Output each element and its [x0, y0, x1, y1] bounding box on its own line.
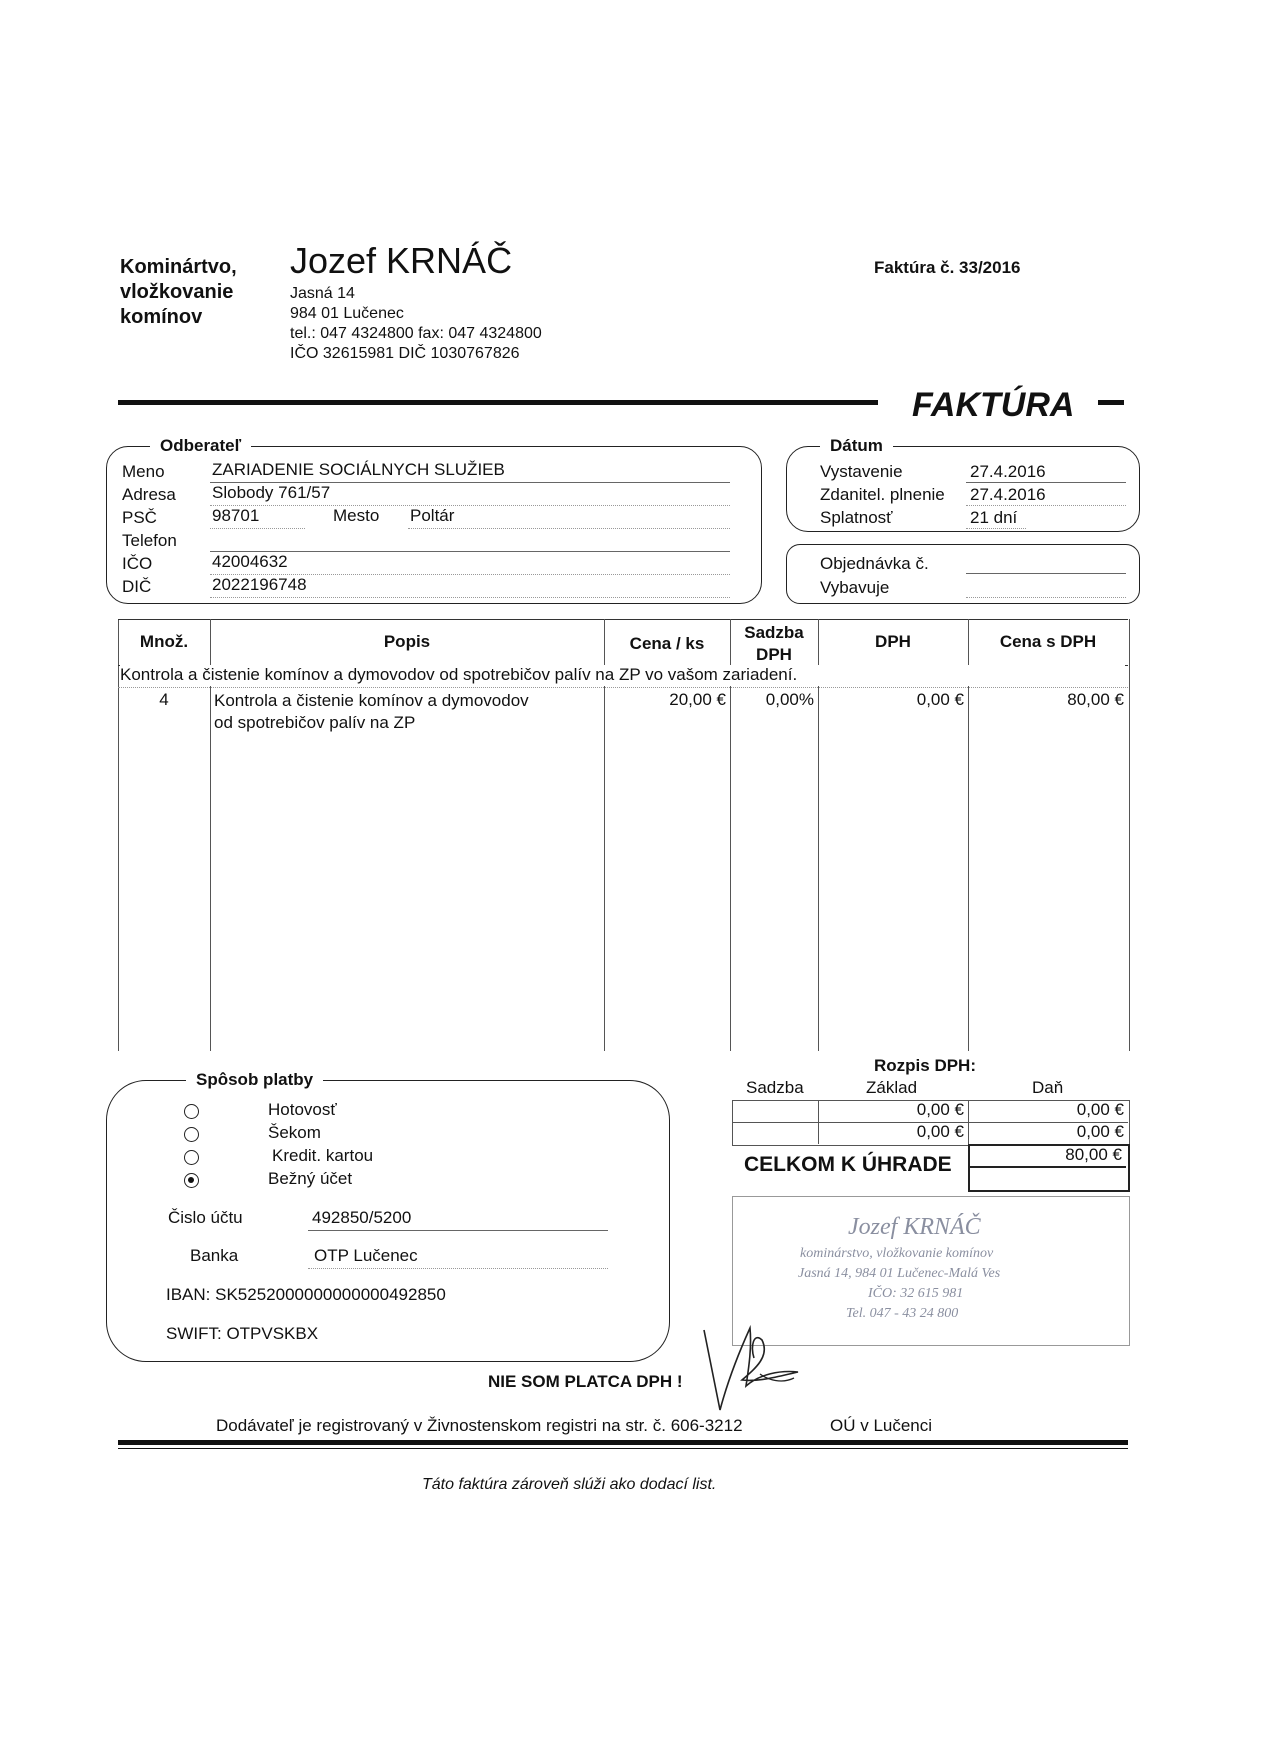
stamp-line-5: Tel. 047 - 43 24 800 [846, 1306, 959, 1321]
signature-icon [690, 1310, 830, 1420]
total-box-divider [968, 1166, 1126, 1168]
account-label: Čislo účtu [168, 1208, 243, 1227]
issue-date: 27.4.2016 [970, 462, 1046, 481]
item-vat-rate: 0,00% [765, 690, 814, 709]
customer-dic: 2022196748 [212, 575, 307, 594]
customer-legend: Odberateľ [150, 436, 251, 456]
due-term: 21 dní [970, 508, 1018, 527]
item-desc-line1: Kontrola a čistenie komínov a dymovodov [214, 691, 529, 710]
trade-line-1: Kominártvo, [120, 256, 237, 278]
header-popis: Popis [383, 632, 431, 651]
underline [966, 528, 1026, 529]
meno-label: Meno [122, 462, 165, 481]
tax-date: 27.4.2016 [970, 485, 1046, 504]
title-rule [118, 400, 878, 405]
total-value: 80,00 € [1065, 1145, 1122, 1164]
radio-hotovost[interactable] [184, 1104, 199, 1119]
section-line [120, 665, 1125, 686]
item-vat: 0,00 € [916, 690, 964, 709]
zdanitel-label: Zdanitel. plnenie [820, 485, 945, 504]
vat-col-zaklad: Základ [866, 1078, 918, 1097]
supplier-street: Jasná 14 [290, 285, 355, 302]
vat-row1-tax: 0,00 € [1076, 1100, 1124, 1119]
title-rule-end [1098, 400, 1124, 405]
footer-note: Táto faktúra zároveň slúži ako dodací list. [422, 1476, 717, 1493]
header-cena-s-dph: Cena s DPH [999, 632, 1097, 651]
not-vat-payer: NIE SOM PLATCA DPH ! [488, 1372, 683, 1391]
radio-kredit[interactable] [184, 1150, 199, 1165]
header-sadzba-line2: DPH [756, 645, 792, 664]
underline [966, 573, 1126, 574]
header-mnoz: Množ. [139, 632, 189, 651]
header-sadzba [730, 622, 818, 666]
total-label: CELKOM K ÚHRADE [744, 1153, 952, 1176]
dates-labels [820, 460, 945, 529]
underline [210, 597, 730, 598]
item-qty: 4 [159, 690, 169, 709]
section-rule [118, 687, 1128, 688]
customer-ico: 42004632 [212, 552, 288, 571]
footer-rule-thin [118, 1448, 1128, 1449]
underline [210, 551, 730, 552]
supplier-contact: tel.: 047 4324800 fax: 047 4324800 [290, 325, 542, 342]
registry-office: OÚ v Lučenci [830, 1416, 933, 1435]
header-dph: DPH [875, 632, 911, 651]
payment-legend: Spôsob platby [186, 1070, 323, 1090]
option-bezny-ucet: Bežný účet [268, 1169, 353, 1188]
supplier-ids: IČO 32615981 DIČ 1030767826 [290, 345, 520, 362]
option-sekom: Šekom [268, 1123, 321, 1142]
vat-row2-base: 0,00 € [916, 1122, 964, 1141]
order-labels [820, 552, 929, 600]
supplier-address [290, 284, 542, 364]
underline [308, 1268, 608, 1269]
footer-rule [118, 1440, 1128, 1445]
item-desc-line2: od spotrebičov palív na ZP [214, 713, 416, 732]
stamp-line-3: Jasná 14, 984 01 Lučenec-Malá Ves [798, 1266, 1001, 1281]
stamp-line-2: kominárstvo, vložkovanie komínov [800, 1246, 994, 1261]
table-top-rule [118, 619, 1128, 620]
trade-description [120, 255, 237, 330]
trade-line-2: vložkovanie [120, 281, 234, 303]
item-total: 80,00 € [1067, 690, 1124, 709]
vat-breakdown-title: Rozpis DPH: [874, 1056, 976, 1075]
underline [966, 505, 1126, 506]
bank-label: Banka [190, 1246, 239, 1265]
supplier-city: 984 01 Lučenec [290, 305, 404, 322]
objednavka-label: Objednávka č. [820, 554, 929, 573]
radio-sekom[interactable] [184, 1127, 199, 1142]
customer-labels [122, 460, 177, 598]
invoice-number: Faktúra č. 33/2016 [874, 258, 1021, 277]
underline [210, 528, 305, 529]
telefon-label: Telefon [122, 531, 177, 550]
header-cena-ks: Cena / ks [629, 634, 705, 653]
mesto-label: Mesto [333, 506, 380, 525]
account-number: 492850/5200 [312, 1208, 412, 1227]
underline [966, 597, 1126, 598]
section-text: Kontrola a čistenie komínov a dymovodov od spotrebičov palív na ZP vo vašom zariadení. [120, 665, 798, 684]
customer-name: ZARIADENIE SOCIÁLNYCH SLUŽIEB [212, 460, 505, 479]
registry-text: Dodávateľ je registrovaný v Živnostenskom registri na str. č. 606-3212 [216, 1416, 743, 1435]
vystavenie-label: Vystavenie [820, 462, 903, 481]
vybavuje-label: Vybavuje [820, 578, 890, 597]
header-sadzba-line1: Sadzba [744, 623, 804, 642]
item-description [214, 690, 529, 734]
adresa-label: Adresa [122, 485, 176, 504]
underline [210, 505, 730, 506]
ico-label: IČO [122, 554, 153, 573]
underline [408, 528, 730, 529]
vat-row1-base: 0,00 € [916, 1100, 964, 1119]
iban: IBAN: SK5252000000000000492850 [166, 1285, 446, 1304]
customer-psc: 98701 [212, 506, 260, 525]
item-unit-price: 20,00 € [669, 690, 726, 709]
stamp-line-1: Jozef KRNÁČ [848, 1214, 981, 1240]
vat-row2-tax: 0,00 € [1076, 1122, 1124, 1141]
splatnost-label: Splatnosť [820, 508, 893, 527]
option-hotovost: Hotovosť [268, 1100, 337, 1119]
underline [308, 1230, 608, 1231]
radio-bezny-ucet[interactable] [184, 1173, 199, 1188]
customer-city: Poltár [410, 506, 455, 525]
option-kredit: Kredit. kartou [272, 1146, 374, 1165]
supplier-name: Jozef KRNÁČ [290, 240, 513, 281]
psc-label: PSČ [122, 508, 157, 527]
underline [966, 482, 1126, 483]
vat-col-sadzba: Sadzba [746, 1078, 804, 1097]
dates-values [970, 460, 1046, 529]
vat-col-dan: Daň [1032, 1078, 1064, 1097]
bank-name: OTP Lučenec [314, 1246, 418, 1265]
document-title: FAKTÚRA [912, 386, 1075, 424]
dic-label: DIČ [122, 577, 152, 596]
swift: SWIFT: OTPVSKBX [166, 1324, 319, 1343]
trade-line-3: komínov [120, 306, 203, 328]
dates-legend: Dátum [820, 436, 893, 456]
stamp-line-4: IČO: 32 615 981 [868, 1286, 964, 1301]
customer-address: Slobody 761/57 [212, 483, 331, 502]
